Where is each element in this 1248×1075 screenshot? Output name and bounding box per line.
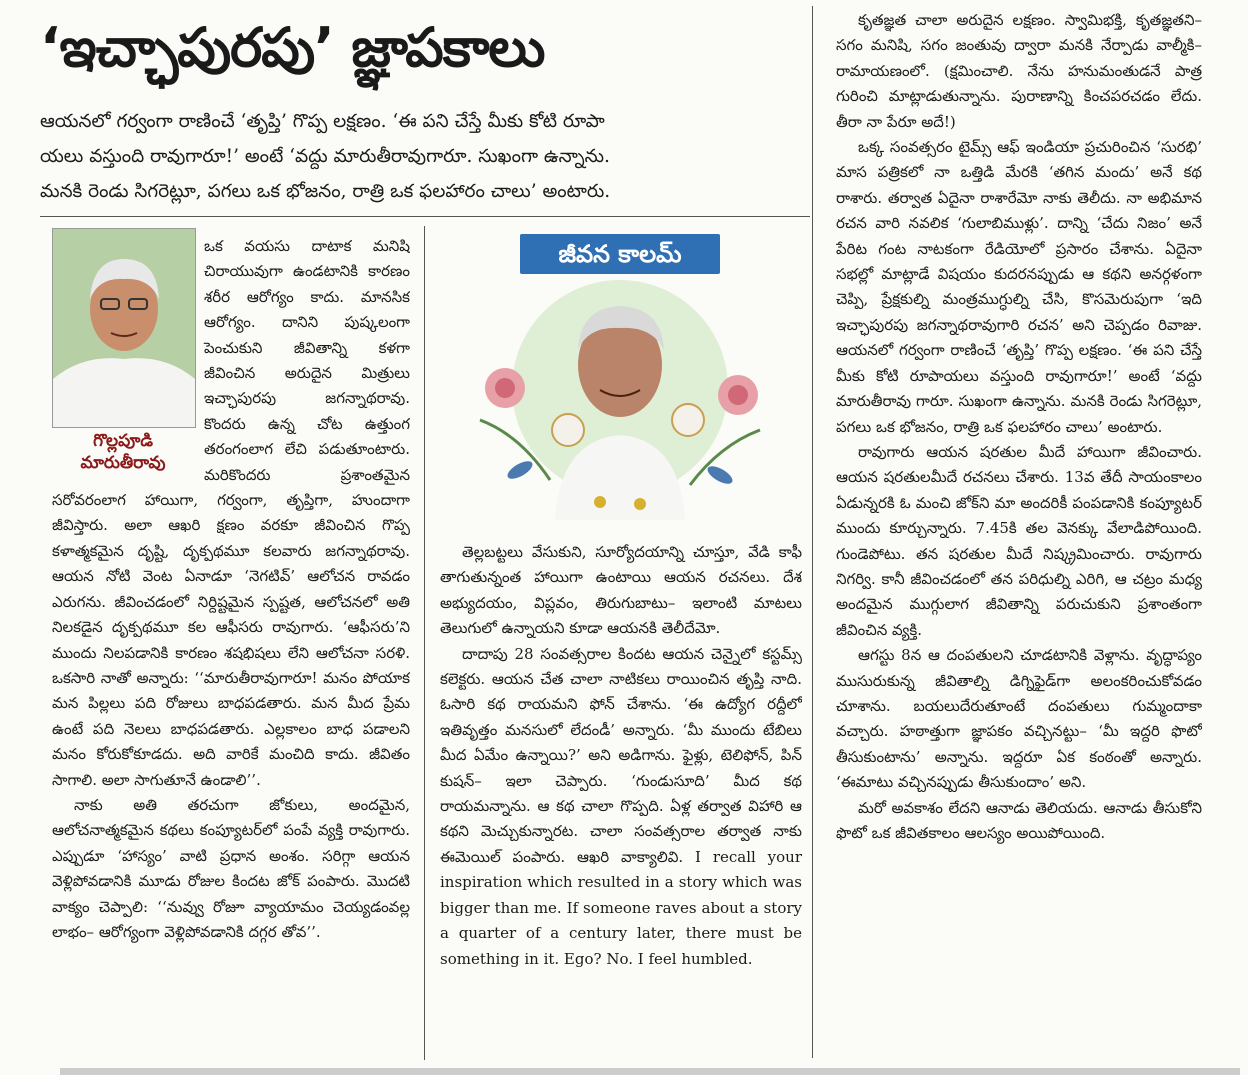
article-paragraph: రావుగారు ఆయన షరతుల మీదే హాయిగా జీవించారు. ఆయన షరతులమీదే రచనలు చేశారు. 13వ తేదీ సాయంకాలం ఏడున్నరకి ఓ మంచి జోక్‌ని మా అందరికీ పంపడానికి కంప్యూటర్ ముందు కూర్చున్నారు. 7.45కి తల వెనక్కు వేలాడిపోయింది. గుండెపోటు. తన షరతుల మీదే నిష్క్రమించారు. రావుగారు నిగర్వి. కానీ జీవించడంలో తన పరిధుల్ని ఎరిగి, ఆ చట్రం మధ్య అందమైన ముగ్గులాగ జీవితాన్ని పరుచుకుని ప్రశాంతంగా జీవించిన వ్యక్తి. [836, 442, 1202, 639]
portrait-with-flowers-icon [460, 270, 780, 520]
article-paragraph: కృతజ్ఞత చాలా అరుదైన లక్షణం. స్వామిభక్తి, కృతజ్ఞతని– సగం మనిషి, సగం జంతువు ద్వారా మనకి నేర్పాడు వాల్మీకి– రామాయణంలో. (క్షమించాలి. నేను హనుమంతుడనే పాత్ర గురించి మాట్లాడుతున్నాను. పురాణాన్ని కించపరచడం లేదు. తీరా నా పేరూ అదే!) [836, 11, 1202, 131]
page-bottom-strip [60, 1068, 1240, 1075]
intro-quote [40, 104, 800, 214]
article-column-2 [440, 540, 802, 1062]
column-divider [812, 6, 813, 1058]
article-column-3 [836, 8, 1202, 1062]
photo-wrap-spacer [52, 234, 204, 470]
article-paragraph: దాదాపు 28 సంవత్సరాల కిందట ఆయన చెన్నైలో కస్టమ్స్ కలెక్టరు. ఆయన చేత చాలా నాటికలు రాయించిన తృప్తి నాది. ఓసారి కథ రాయమని ఫోన్ చేశాను. ‘ఈ ఉద్యోగ రద్దీలో ఇతివృత్తం మనసులో లేదండీ’ అన్నారు. ‘మీ ముందు టేబిలు మీద ఏమేం ఉన్నాయి?’ అని అడిగాను. ఫైళ్లు, టెలిఫోన్, పిన్ కుషన్– ఇలా చెప్పారు. ‘గుండుసూది’ మీద కథ రాయమన్నాను. ఆ కథ చాలా గొప్పది. ఏళ్ల తర్వాత విహారి ఆ కథని మెచ్చుకున్నారట. చాలా సంవత్సరాల తర్వాత నాకు ఈమెయిల్ పంపారు. ఆఖరి వాక్యాలివి. I recall your inspiration which resulted in a story which was bigger than me. If someone raves about a story a quarter of a century later, there must be something in it. Ego? No. I feel humbled. [440, 644, 802, 968]
article-paragraph: తెల్లబట్టలు వేసుకుని, సూర్యోదయాన్ని చూస్తూ, వేడి కాఫీ తాగుతున్నంత హాయిగా ఉంటాయి ఆయన రచనలు. దేశ అభ్యుదయం, విప్లవం, తిరుగుబాటు– ఇలాంటి మాటలు తెలుగులో ఉన్నాయని కూడా ఆయనకి తెలీదేమో. [440, 543, 802, 638]
article-paragraph: మరో అవకాశం లేదని ఆనాడు తెలియదు. ఆనాడు తీసుకోని ఫొటో ఒక జీవితకాలం ఆలస్యం అయిపోయింది. [836, 798, 1202, 842]
intro-line: మనకి రెండు సిగరెట్లూ, పగలు ఒక భోజనం, రాత్రి ఒక ఫలహారం చాలు’ అంటారు. [40, 181, 611, 202]
article-paragraph: ఒక వయసు దాటాక మనిషి చిరాయువుగా ఉండటానికి కారణం శరీర ఆరోగ్యం కాదు. మానసిక ఆరోగ్యం. దానిని పుష్కలంగా పెంచుకుని జీవితాన్ని కళగా జీవించిన అరుదైన మిత్రులు ఇచ్ఛాపురపు జగన్నాథరావు. కొందరు ఉన్న చోట ఉత్తుంగ తరంగంలాగ లేచి పడుతూంటారు. మరికొందరు ప్రశాంతమైన సరోవరంలాగ హాయిగా, గర్వంగా, తృప్తిగా, హుందాగా జీవిస్తారు. అలా ఆఖరి క్షణం వరకూ జీవించిన గొప్ప కళాత్మకమైన దృష్టి, దృక్పథమూ కలవారు జగన్నాథరావు. ఆయన నోటి వెంట ఏనాడూ ‘నెగటివ్’ ఆలోచన రావడం ఎరుగను. జీవించడంలో నిర్దిష్టమైన స్పష్టత, ఆలోచనలో అతి నిలకడైన దృక్పథమూ కల ఆఫీసరు రావుగారు. ‘ఆఫీసరు’ని ముందు నిలపడానికి కారణం శషభిషలు లేని ఆలోచనా సరళి. ఒకసారి నాతో అన్నారు: ‘‘మారుతీరావుగారూ! మనం పోయాక మన పిల్లలు పది రోజులు బాధపడతారు. మన మీద ప్రేమ ఉంటే పది నెలలు బాధపడతారు. ఎల్లకాలం బాధ పడాలని మనం కోరుకోకూడదు. అది వారికే మంచిది కాదు. జీవితం సాగాలి. అలా సాగుతూనే ఉండాలి’’. [52, 237, 410, 789]
intro-line: ఆయనలో గర్వంగా రాణించే ‘తృప్తి’ గొప్ప లక్షణం. ‘ఈ పని చేస్తే మీకు కోటి రూపా [40, 111, 605, 132]
article-paragraph: ఒక్క సంవత్సరం టైమ్స్ ఆఫ్ ఇండియా ప్రచురించిన ‘సురభి’ మాస పత్రికలో నా ఒత్తిడి మేరకి ‘తగిన మందు’ అనే కథ రాశారు. తర్వాత ఏదైనా రాశారేమో నాకు తెలీదు. నా అభిమాన రచన వారి నవలిక ‘గులాబిముళ్లు’. దాన్ని ‘చేదు నిజం’ అనే పేరిట గంట నాటకంగా రేడియోలో ప్రసారం చేశాను. ఏదైనా సభల్లో మాట్లాడే విషయం కుదరనప్పుడు ఆ కథని అనర్గళంగా చెప్పి, ప్రేక్షకుల్ని మంత్రముగ్ధుల్ని చేసి, కొసమెరుపుగా ‘ఇది ఇచ్ఛాపురపు జగన్నాథరావుగారి రచన’ అని చెప్పడం రివాజు. ఆయనలో గర్వంగా రాణించే ‘తృప్తి’ గొప్ప లక్షణం. ‘ఈ పని చేస్తే మీకు కోటి రూపాయలు వస్తుంది రావుగారూ!’ అంటే ‘వద్దు మారుతీరావు గారూ. సుఖంగా ఉన్నాను. మనకి రెండు సిగరెట్లూ, పగలు ఒక భోజనం, రాత్రి ఒక ఫలహారం చాలు’ అంటారు. [836, 138, 1202, 436]
article-column-1 [52, 234, 410, 1062]
headline: ‘ఇచ్ఛాపురపు’ జ్ఞాపకాలు [40, 16, 545, 79]
intro-bottom-rule [40, 216, 810, 217]
subject-illustration [460, 270, 780, 520]
author-name-line: మారుతీరావు [80, 453, 166, 473]
article-paragraph: ఆగస్టు 8న ఆ దంపతులని చూడటానికి వెళ్లాను. వృద్ధాప్యం ముసురుకున్న జీవితాల్ని డిగ్నిఫైడ్‌గా అలంకరించుకోవడం చూశాను. బయలుదేరుతూంటే దంపతులు గుమ్మందాకా వచ్చారు. హఠాత్తుగా జ్ఞాపకం వచ్చినట్టు– ‘మీ ఇద్దరి ఫొటో తీసుకుంటాను’ అన్నాను. ఇద్దరూ ఏక కంఠంతో అన్నారు. ‘ఈమాటు వచ్చినప్పుడు తీసుకుందాం’ అని. [836, 646, 1202, 792]
intro-line: యలు వస్తుంది రావుగారూ!’ అంటే ‘వద్దు మారుతీరావుగారూ. సుఖంగా ఉన్నాను. [40, 146, 610, 167]
column-divider [424, 226, 425, 1060]
article-paragraph: నాకు అతి తరచుగా జోకులు, అందమైన, ఆలోచనాత్మకమైన కథలు కంప్యూటర్‌లో పంపే వ్యక్తి రావుగారు. ఎప్పుడూ ‘హాస్యం’ వాటి ప్రధాన అంశం. సరిగ్గా ఆయన వెళ్లిపోవడానికి మూడు రోజుల కిందట జోక్ పంపారు. మొదటి వాక్యం చెప్పాలి: ‘‘నువ్వు రోజూ వ్యాయామం చెయ్యడంవల్ల లాభం– ఆరోగ్యంగా వెళ్లిపోవడానికి దగ్గర తోవ’’. [52, 795, 410, 941]
author-name-line: గొల్లపూడి [93, 431, 153, 451]
column-banner: జీవన కాలమ్ [520, 234, 720, 274]
